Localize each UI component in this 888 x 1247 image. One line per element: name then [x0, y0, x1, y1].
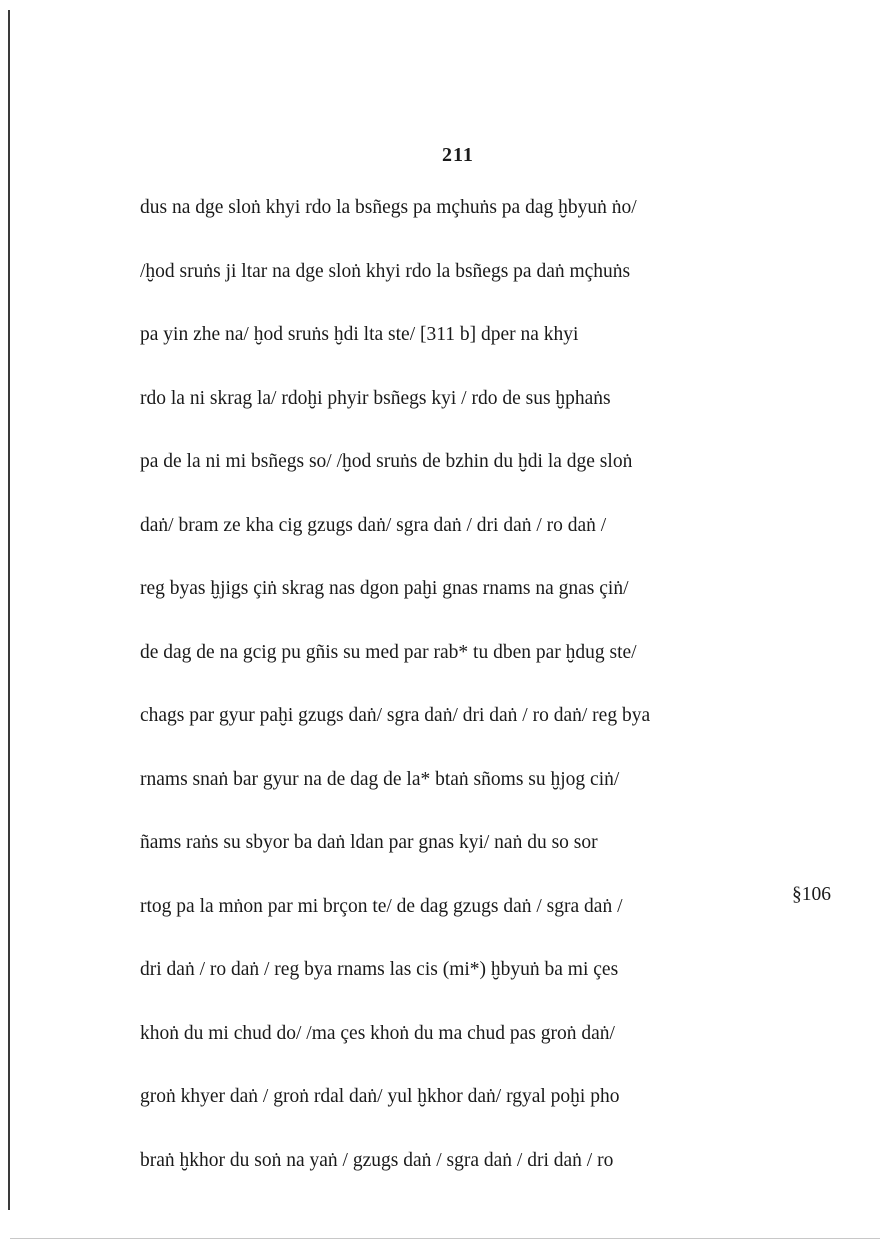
- section-margin-note: §106: [792, 884, 831, 905]
- text-line: rdo la ni skrag la/ rdoḫi phyir bsñegs kyi / rdo de sus ḫphaṅs: [140, 387, 611, 409]
- text-line: dri daṅ / ro daṅ / reg bya rnams las cis (mi*) ḫbyuṅ ba mi çes: [140, 959, 619, 980]
- text-line: reg byas ḫjigs çiṅ skrag nas dgon paḫi gnas rnams na gnas çiṅ/: [140, 578, 629, 599]
- text-line: /ḫod sruṅs ji ltar na dge sloṅ khyi rdo la bsñegs pa daṅ mçhuṅs: [140, 260, 631, 282]
- text-line: braṅ ḫkhor du soṅ na yaṅ / gzugs daṅ / sgra daṅ / dri daṅ / ro: [140, 1149, 614, 1171]
- text-line: pa yin zhe na/ ḫod sruṅs ḫdi lta ste/ [311 b] dper na khyi: [140, 324, 579, 345]
- text-line: daṅ/ bram ze kha cig gzugs daṅ/ sgra daṅ / dri daṅ / ro daṅ /: [140, 514, 607, 536]
- text-line: rtog pa la mṅon par mi brçon te/ de dag gzugs daṅ / sgra daṅ /: [140, 895, 623, 917]
- text-line: groṅ khyer daṅ / groṅ rdal daṅ/ yul ḫkhor daṅ/ rgyal poḫi pho: [140, 1086, 620, 1107]
- text-line: rnams snaṅ bar gyur na de dag de la* btaṅ sñoms su ḫjog ciṅ/: [140, 768, 620, 790]
- text-line: pa de la ni mi bsñegs so/ /ḫod sruṅs de bzhin du ḫdi la dge sloṅ: [140, 451, 633, 472]
- text-line: dus na dge sloṅ khyi rdo la bsñegs pa mçhuṅs pa dag ḫbyuṅ ṅo/: [140, 197, 637, 218]
- body-text: [140, 194, 800, 1210]
- text-line: chags par gyur paḫi gzugs daṅ/ sgra daṅ/ dri daṅ / ro daṅ/ reg bya: [140, 705, 651, 726]
- left-margin-rule: [8, 10, 10, 1210]
- text-line: khoṅ du mi chud do/ /ma çes khoṅ du ma chud pas groṅ daṅ/: [140, 1022, 615, 1044]
- text-line: ñams raṅs su sbyor ba daṅ ldan par gnas kyi/ naṅ du so sor: [140, 832, 598, 853]
- page-number: 211: [442, 144, 474, 166]
- bottom-edge-rule: [10, 1238, 880, 1239]
- text-line: de dag de na gcig pu gñis su med par rab* tu dben par ḫdug ste/: [140, 641, 637, 663]
